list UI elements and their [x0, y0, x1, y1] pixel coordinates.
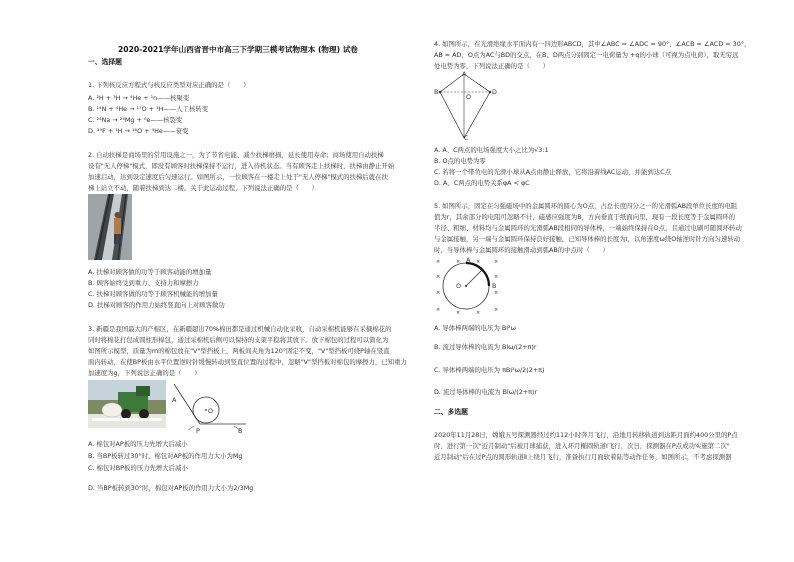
q5-line-5: 时，当导体棒与金属圆环的接触滑动到弧AB的中点时（ ） — [434, 246, 609, 254]
q5-label-b: B — [492, 282, 497, 290]
svg-text:×: × — [494, 274, 499, 280]
q4-line-3: 处电势为零，下列说法正确的是（ ） — [434, 62, 550, 70]
svg-text:×: × — [494, 290, 499, 296]
q2-option-a: A. 扶梯对顾客做的功等于顾客动能的增加量 — [88, 268, 212, 276]
v-plate-diagram — [170, 380, 250, 430]
q5-option-c: C. 导体棒两端的电压为 πBl²ω/2(2+π) — [434, 366, 545, 374]
svg-text:×: × — [476, 259, 481, 265]
q4-option-a: A. A、C两点的电场强度大小之比为√3:1 — [434, 146, 549, 154]
q6-line-2: 时，进行第一次"近月制动"后被月球捕获，进入环月椭圆轨道Ⅰ飞行，次日，探测器在P点成功实施第二次" — [434, 442, 730, 450]
q5-option-d: D. 流过导体棒的电流为 Blω/(2+π)r — [434, 388, 538, 396]
q4-label-o: O — [466, 93, 472, 101]
q3-option-c: C. 棉包对BP板的压力先增大后减小 — [88, 464, 188, 472]
cotton-harvester-photo — [88, 380, 166, 428]
q4-option-d: D. A、C两点的电势关系φA < φC — [434, 179, 530, 187]
q2-line-3: 加速启动，达到设定速度后匀速运行。如图所示，一位顾客在一楼走上处于"无人停梯"模式的扶梯后就在扶 — [88, 173, 388, 181]
q1-option-d: D. ¹⁹F + ¹H → ¹⁶O + ⁴He——衰变 — [88, 127, 189, 135]
q3-label-b: B — [238, 427, 243, 435]
q6-line-1: 2020年11月28日，嫦娥五号探测器经过约112小时奔月飞行，沿地月转移轨道到达距月面约400公里的P点 — [434, 431, 738, 439]
page-title: 2020-2021学年山西省晋中市高三下学期三模考试物理本 (物理) 试卷 — [118, 45, 358, 54]
q3-line-1: 3. 新疆是我国最大的产棉区，在新疆超出70%棉田都是通过机械自动化采收，自动采棉机能够在采摘棉花的 — [88, 325, 392, 333]
svg-text:×: × — [436, 274, 441, 280]
q1-option-a: A. ²H + ³H → ⁴He + ¹n——核聚变 — [88, 94, 190, 102]
q2-line-1: 2. 自动扶梯是商场里的常用设施之一，为了节省电能、减少扶梯磨损，延长使用寿命；商场使用自动扶梯 — [88, 151, 384, 159]
svg-text:×: × — [436, 259, 441, 265]
q3-option-d: D. 当BP板转到30°时，棉包对AP板的作用力大小为2/3Mg — [88, 484, 254, 492]
q2-line-4: 梯上站立不动，随着扶梯到达二楼。关于此运动过程，下列说法正确的是（ ） — [88, 184, 319, 192]
escalator-photo — [88, 194, 132, 260]
q5-label-a: A — [466, 256, 471, 264]
q3-option-a: A. 棉包对AP板的压力先增大后减小 — [88, 440, 188, 448]
q2-option-c: C. 扶梯对顾客做的功等于顾客机械能的增加量 — [88, 290, 218, 298]
q2-line-2: 设有"无人停梯"模式，即没有顾客时扶梯保持不运行，进入待机状态。当有顾客走上扶梯时，扶梯由静止开始 — [88, 162, 395, 170]
svg-text:×: × — [494, 307, 499, 313]
q6-line-3: 近月制动"后在过P点的圆形轨道Ⅱ上绕月飞行，准备执行月面软着陆等动作任务，如图所示，不考虑探测器 — [434, 453, 732, 461]
section-heading-multi: 二、多选题 — [434, 408, 468, 416]
q3-option-b: B. 当BP板转过30°时，棉包对AP板的作用力大小为Mg — [88, 452, 243, 460]
q3-line-3: 如图所示模型，质量为m的棉包放在"V"型挡板上，两板间夹角为120°固定不变，"V"型挡板可绕P轴在竖直 — [88, 347, 390, 355]
q3-label-o: O — [208, 407, 214, 415]
svg-text:×: × — [436, 307, 441, 313]
section-heading-single: 一、选择题 — [88, 58, 122, 66]
q1-stem: 1. 下列核反应方程式与核反应类型对应正确的是（ ） — [88, 81, 250, 89]
q4-line-2: AB = AD，O点为AC与BD的交点，在B、D两点分别固定一电荷量为 +q的小球（可视为点电荷），取无穷远 — [434, 51, 739, 59]
rhombus-diagram — [436, 70, 508, 142]
q3-label-p: P — [196, 427, 200, 435]
q4-line-1: 4. 如图所示，在光滑绝缘水平面内有一四边形ABCD，其中∠ABC = ∠ADC = 90°，∠ACB = ∠ACD = 30°， — [434, 40, 751, 48]
svg-text:×: × — [476, 310, 481, 316]
q4-option-c: C. 若将一个带负电的光滑小球从A点由静止释放，它将沿着线AC运动，并能到达C点 — [434, 168, 671, 176]
q4-label-c: C — [464, 134, 469, 142]
q1-option-b: B. ¹⁴N + ⁴He → ¹⁷O + ¹H——人工核转变 — [88, 105, 209, 113]
q2-option-d: D. 扶梯对顾客的作用力始终竖直向上对顾客做功 — [88, 301, 225, 309]
q5-label-o: O — [456, 282, 462, 290]
q3-line-2: 同时将棉花打包成圆柱形棉包，通过采棉机后侧可以保持的支架平稳将其放下。放下棉包的过程可以简化为 — [88, 336, 389, 344]
q5-line-3: 半径、粗细、材料均与金属圆环的光滑弧AB段相同的导体棒，一端始终保持在O点，且通过电刷可随圆环转动 — [434, 224, 742, 232]
q3-line-5: 加速度为g，下列说法正确的是（ ） — [88, 369, 201, 377]
svg-text:×: × — [494, 259, 499, 265]
q5-line-4: 与金属接触，另一端与金属圆环保持良好接触，已知导体棒的长度为l，以角速度ω绕O轴逆时针方向匀速转动 — [434, 235, 741, 243]
q5-line-1: 5. 如图所示，固定在匀强磁场中的金属圆环的圆心为O点，占总长度四分之一的光滑弧AB段单位长度的电阻 — [434, 202, 738, 210]
q5-option-b: B. 流过导体棒的电流为 Blω/(2+π)r — [434, 343, 537, 351]
q4-option-b: B. O点的电势为零 — [434, 157, 486, 165]
svg-text:×: × — [456, 310, 461, 316]
q5-line-2: 值为r，其余部分的电阻可忽略不计，磁感应强度为B，方向垂直于纸面向里，现有一段长度等于金属圆环的 — [434, 213, 735, 221]
svg-text:×: × — [456, 259, 461, 265]
q3-line-4: 面内转动，在使BP板由水平位置逆时针缓慢转动到竖直位置的过程中，忽略"V"型挡板对棉包的摩擦力，已知重力 — [88, 358, 407, 366]
q1-option-c: C. ²⁴Na → ²⁴Mg + ⁰e——核裂变 — [88, 116, 183, 124]
q4-label-a: A — [462, 70, 467, 78]
q4-label-d: D — [492, 88, 497, 96]
q3-label-a: A — [172, 396, 177, 404]
q5-option-a: A. 导体棒两端的电压为 Bl²ω — [434, 324, 516, 332]
q4-label-b: B — [434, 88, 439, 96]
q2-option-b: B. 顾客始终受到重力、支持力和摩擦力 — [88, 279, 199, 287]
svg-text:×: × — [436, 290, 441, 296]
